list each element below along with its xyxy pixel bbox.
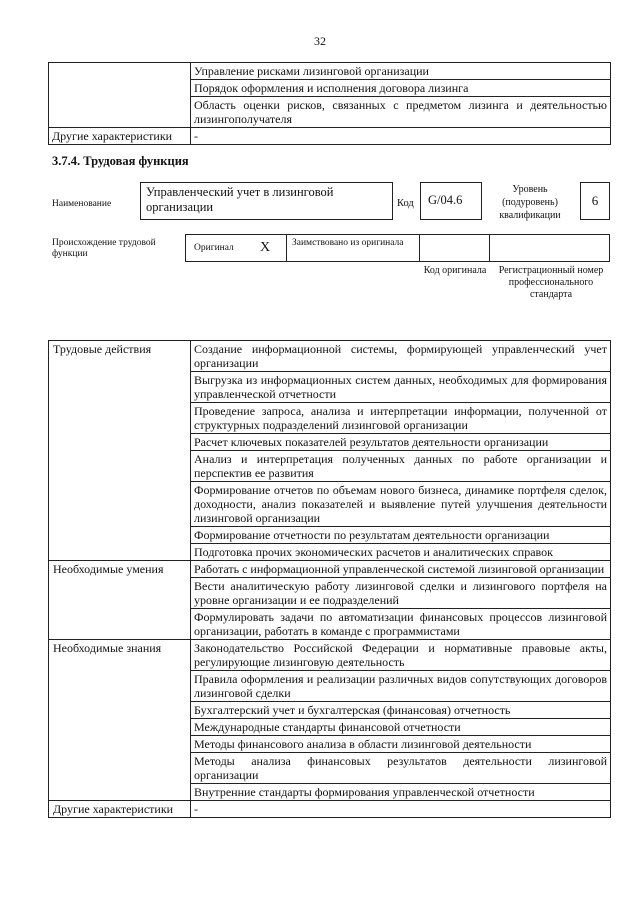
origin-label: Происхождение трудовой функции: [52, 238, 156, 259]
other-characteristics-label: Другие характеристики: [49, 128, 191, 145]
original-mark: X: [260, 240, 271, 255]
knowledge-item: Методы анализа финансовых результатов деятельности лизинговой организации: [191, 753, 611, 784]
labor-action-item: Анализ и интерпретация полученных данных по работе организации и перспектив ее развития: [191, 451, 611, 482]
knowledge-item: Законодательство Российской Федерации и нормативные правовые акты, регулирующие лизинговую деятельность: [191, 640, 611, 671]
original-code-box: [419, 234, 490, 262]
borrowed-label: Заимствовано из оригинала: [292, 238, 404, 248]
origin-original-cell: [185, 234, 287, 262]
knowledge-item: Методы финансового анализа в области лизинговой деятельности: [191, 736, 611, 753]
other-characteristics-label: Другие характеристики: [49, 801, 191, 818]
qualification-level-label: Уровень (подуровень) квалификации: [499, 184, 561, 221]
labor-action-item: Создание информационной системы, формирующей управленческий учет организации: [191, 341, 611, 372]
qualification-level-value: 6: [591, 193, 599, 208]
empty-label-cell: [49, 63, 191, 128]
function-code-value: G/04.6: [428, 193, 463, 207]
original-code-caption: Код оригинала: [423, 265, 487, 276]
function-code-box: [420, 182, 482, 220]
function-name-value: Управленческий учет в лизинговой организации: [146, 185, 334, 214]
other-characteristics-value: -: [191, 128, 611, 145]
skill-item: Вести аналитическую работу лизинговой сделки и лизингового портфеля на уровне организации и ее подразделений: [191, 578, 611, 609]
skill-item: Формулировать задачи по автоматизации финансовых процессов лизинговой организации, работать в команде с программистами: [191, 609, 611, 640]
knowledge-item: Управление рисками лизинговой организации: [191, 63, 611, 80]
other-characteristics-value: -: [191, 801, 611, 818]
knowledge-item: Международные стандарты финансовой отчетности: [191, 719, 611, 736]
labor-actions-label: Трудовые действия: [49, 341, 191, 561]
labor-action-item: Формирование отчетов по объемам нового бизнеса, динамике портфеля сделок, доходности, анализ показателей и выявление путей улучшения деятельности лизинговой организации: [191, 482, 611, 527]
labor-action-item: Подготовка прочих экономических расчетов и аналитических справок: [191, 544, 611, 561]
labor-action-item: Проведение запроса, анализа и интерпретации информации, полученной от структурных подразделений лизинговой организации: [191, 403, 611, 434]
function-name-box: [140, 182, 393, 220]
skills-label: Необходимые умения: [49, 561, 191, 640]
labor-action-item: Формирование отчетности по результатам деятельности организации: [191, 527, 611, 544]
knowledge-continuation-table: [48, 62, 611, 145]
knowledge-item: Область оценки рисков, связанных с предметом лизинга и деятельностью лизингополучателя: [191, 97, 611, 128]
name-label: Наименование: [52, 199, 112, 209]
code-label: Код: [397, 198, 414, 209]
original-label: Оригинал: [194, 243, 234, 253]
origin-borrowed-cell: [286, 234, 420, 262]
knowledge-item: Внутренние стандарты формирования управленческой отчетности: [191, 784, 611, 801]
labor-action-item: Выгрузка из информационных систем данных, необходимых для формирования управленческой отчетности: [191, 372, 611, 403]
qualification-level-box: [580, 182, 610, 220]
knowledge-item: Бухгалтерский учет и бухгалтерская (финансовая) отчетность: [191, 702, 611, 719]
labor-function-table: [48, 340, 611, 818]
knowledge-item: Правила оформления и реализации различных видов сопутствующих договоров лизинговой сделки: [191, 671, 611, 702]
section-title: 3.7.4. Трудовая функция: [52, 154, 189, 168]
skill-item: Работать с информационной управленческой системой лизинговой организации: [191, 561, 611, 578]
page-number: 32: [314, 34, 326, 48]
knowledge-item: Порядок оформления и исполнения договора лизинга: [191, 80, 611, 97]
registration-number-caption: Регистрационный номер профессионального стандарта: [498, 265, 604, 300]
knowledge-label: Необходимые знания: [49, 640, 191, 801]
labor-action-item: Расчет ключевых показателей результатов деятельности организации: [191, 434, 611, 451]
registration-number-box: [489, 234, 610, 262]
